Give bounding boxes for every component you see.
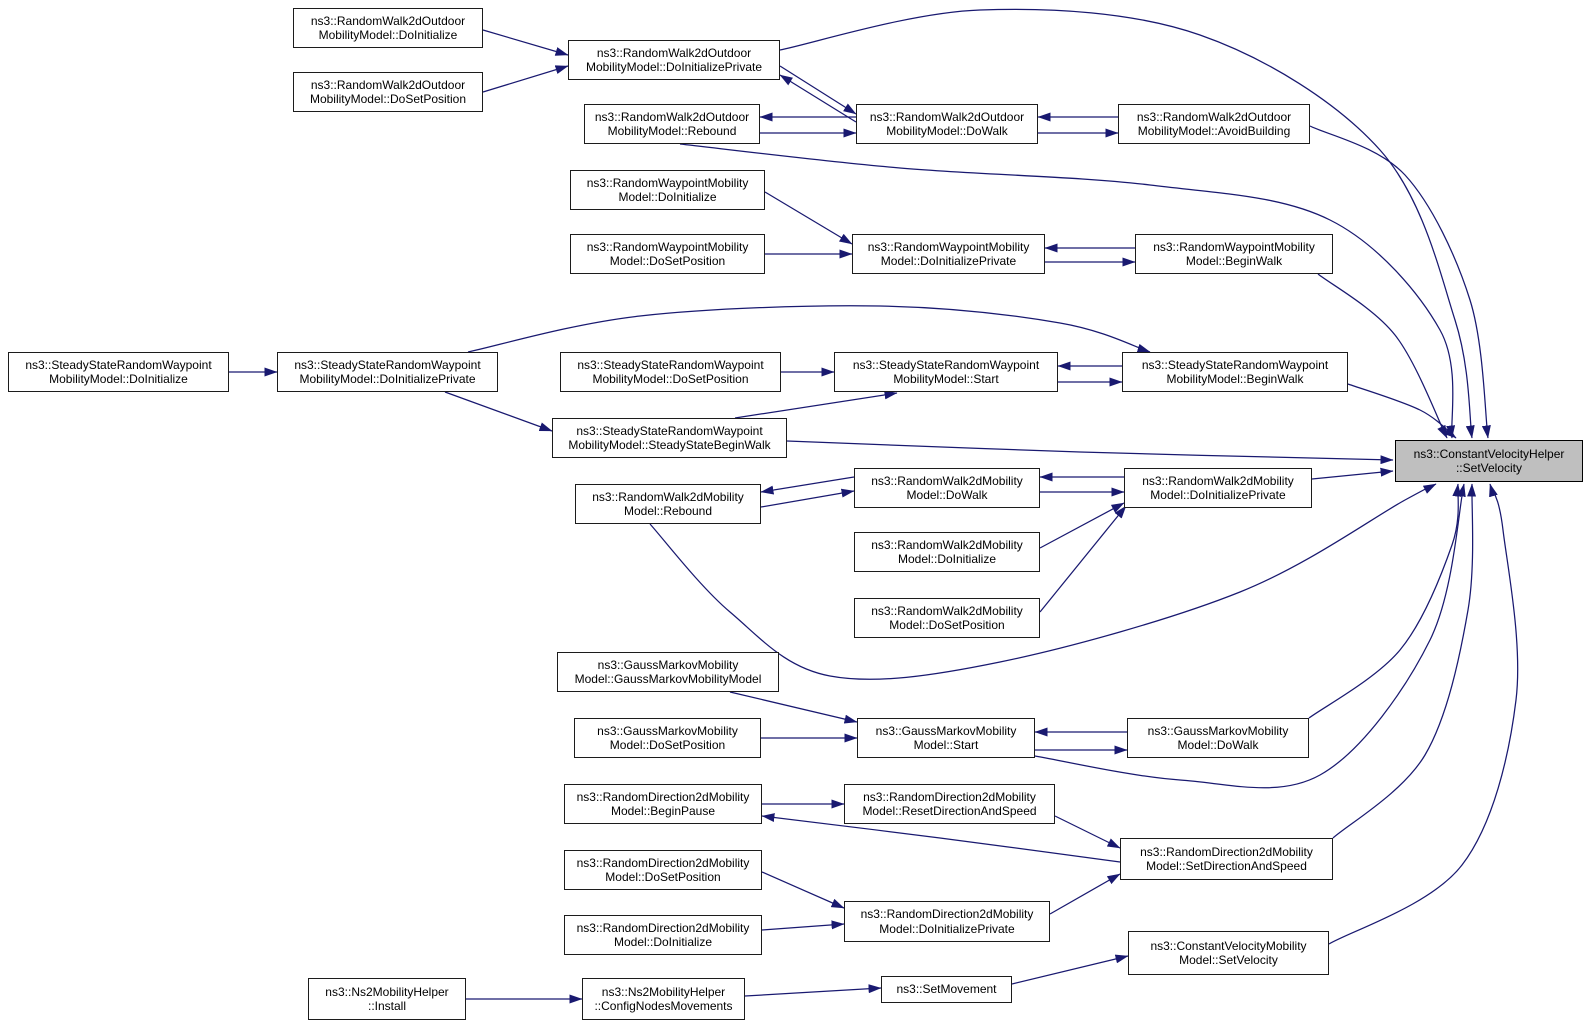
edge-d1-to-d2 [761, 491, 854, 507]
node-steadystaterandomwaypoint-doinitialize-label-line-1: MobilityModel::DoInitialize [49, 372, 188, 386]
node-randomdirection2d-resetdirectionandspeed-label-line-0: ns3::RandomDirection2dMobility [863, 789, 1036, 804]
node-steadystaterandomwaypoint-beginwalk-label-line-0: ns3::SteadyStateRandomWaypoint [1141, 357, 1329, 372]
node-randomdirection2d-beginpause-label-line-1: Model::BeginPause [610, 804, 716, 818]
node-randomdirection2d-setdirectionandspeed-label-line-0: ns3::RandomDirection2dMobility [1140, 844, 1313, 859]
edge-f5-to-f6 [762, 924, 844, 930]
node-randomwalk2d-doinitialize-label-line-0: ns3::RandomWalk2dMobility [871, 537, 1023, 552]
edge-f4-to-t [1333, 484, 1473, 838]
edge-d3-to-t [1312, 471, 1393, 479]
node-constantvelocityhelper-setvelocity [1395, 440, 1583, 482]
node-randomwalk2doutdoor-dosetposition-label-line-1: MobilityModel::DoSetPosition [309, 92, 467, 106]
node-steadystaterandomwaypoint-doinitializeprivate-label-line-1: MobilityModel::DoInitializePrivate [299, 372, 476, 386]
node-randomwaypoint-doinitialize[interactable] [570, 170, 765, 210]
node-gaussmarkov-dosetposition[interactable] [574, 718, 761, 758]
node-randomdirection2d-doinitialize[interactable] [564, 915, 762, 955]
node-randomwalk2d-rebound-label-line-1: Model::Rebound [623, 504, 713, 518]
node-randomwalk2d-dowalk-label-line-1: Model::DoWalk [906, 488, 988, 502]
node-steadystaterandomwaypoint-start-label-line-1: MobilityModel::Start [893, 372, 999, 386]
edge-f3-to-f6 [762, 872, 844, 908]
node-gaussmarkov-dowalk[interactable] [1127, 718, 1309, 758]
edge-d2-to-d1 [761, 477, 854, 492]
edge-e4-to-t [1309, 484, 1458, 718]
node-randomwalk2d-dosetposition-label-line-1: Model::DoSetPosition [889, 618, 1005, 632]
edge-g1-to-t [1329, 484, 1518, 944]
node-randomwalk2doutdoor-doinitializeprivate-label-line-0: ns3::RandomWalk2dOutdoor [596, 45, 752, 60]
node-randomwalk2doutdoor-avoidbuilding[interactable] [1118, 104, 1310, 144]
node-randomwaypoint-beginwalk-label-line-0: ns3::RandomWaypointMobility [1153, 239, 1315, 254]
node-ns2mobilityhelper-confignodesmovements[interactable] [582, 978, 745, 1020]
node-randomwalk2d-rebound-label-line-0: ns3::RandomWalk2dMobility [592, 489, 744, 504]
node-randomwalk2d-rebound[interactable] [575, 484, 761, 524]
node-ns2mobilityhelper-confignodesmovements-label-line-1: ::ConfigNodesMovements [594, 999, 733, 1013]
node-steadystaterandomwaypoint-doinitializeprivate-label-line-0: ns3::SteadyStateRandomWaypoint [294, 357, 481, 372]
edge-b1-to-b3 [765, 192, 852, 244]
edge-f2-to-f4 [1055, 816, 1120, 848]
node-randomwaypoint-doinitializeprivate-label-line-1: Model::DoInitializePrivate [880, 254, 1017, 268]
edge-a3-to-a5 [780, 66, 856, 114]
edge-d4-to-d3 [1040, 503, 1124, 548]
node-gaussmarkov-start-label-line-0: ns3::GaussMarkovMobility [875, 723, 1017, 738]
edge-d1-to-t [650, 484, 1436, 679]
node-steadystaterandomwaypoint-doinitializeprivate[interactable] [277, 352, 498, 392]
node-randomwalk2doutdoor-avoidbuilding-label-line-1: MobilityModel::AvoidBuilding [1137, 124, 1291, 138]
node-randomwalk2d-dowalk[interactable] [854, 468, 1040, 508]
node-randomwalk2d-doinitialize[interactable] [854, 532, 1040, 572]
node-randomwalk2d-dosetposition-label-line-0: ns3::RandomWalk2dMobility [871, 603, 1023, 618]
edge-a2-to-a3 [483, 66, 568, 92]
edge-c5-to-t [1348, 384, 1456, 438]
node-steadystaterandomwaypoint-doinitialize[interactable] [8, 352, 229, 392]
node-randomwaypoint-dosetposition-label-line-0: ns3::RandomWaypointMobility [586, 239, 749, 254]
node-randomwaypoint-beginwalk-label-line-1: Model::BeginWalk [1185, 254, 1283, 268]
node-randomwaypoint-dosetposition-label-line-1: Model::DoSetPosition [609, 254, 726, 268]
node-randomdirection2d-doinitializeprivate-label-line-1: Model::DoInitializePrivate [879, 921, 1015, 936]
node-randomwalk2doutdoor-doinitialize-label-line-0: ns3::RandomWalk2dOutdoor [310, 13, 466, 28]
node-steadystaterandomwaypoint-dosetposition[interactable] [560, 352, 781, 392]
node-randomwalk2d-doinitializeprivate[interactable] [1124, 468, 1312, 508]
node-randomwalk2doutdoor-doinitialize-label-line-1: MobilityModel::DoInitialize [318, 28, 458, 42]
node-randomwalk2doutdoor-avoidbuilding-label-line-0: ns3::RandomWalk2dOutdoor [1136, 109, 1292, 124]
node-randomdirection2d-setdirectionandspeed[interactable] [1120, 838, 1333, 880]
node-randomwaypoint-doinitialize-label-line-1: Model::DoInitialize [618, 190, 717, 204]
node-ns2mobilityhelper-confignodesmovements-label-line-0: ns3::Ns2MobilityHelper [601, 984, 726, 999]
node-randomdirection2d-dosetposition-label-line-0: ns3::RandomDirection2dMobility [576, 855, 750, 870]
node-randomdirection2d-beginpause[interactable] [564, 784, 762, 824]
node-ns2mobilityhelper-install[interactable] [308, 978, 466, 1020]
edge-a4-to-t [680, 144, 1453, 438]
node-randomwalk2doutdoor-doinitialize[interactable] [293, 8, 483, 48]
node-constantvelocityhelper-setvelocity-label-line-1: ::SetVelocity [1455, 461, 1523, 475]
node-randomwalk2doutdoor-rebound[interactable] [584, 104, 760, 144]
node-randomwalk2d-dosetposition[interactable] [854, 598, 1040, 638]
node-randomdirection2d-resetdirectionandspeed[interactable] [844, 784, 1055, 824]
node-gaussmarkov-dowalk-label-line-1: Model::DoWalk [1177, 738, 1259, 752]
node-randomwaypoint-doinitializeprivate-label-line-0: ns3::RandomWaypointMobility [867, 239, 1030, 254]
node-constantvelocitymobilitymodel-setvelocity[interactable] [1128, 931, 1329, 975]
edge-c2-to-c6 [445, 392, 552, 431]
node-gaussmarkov-constructor-label-line-0: ns3::GaussMarkovMobility [597, 657, 739, 672]
node-randomwalk2doutdoor-dowalk-label-line-1: MobilityModel::DoWalk [886, 124, 1008, 138]
node-randomdirection2d-dosetposition-label-line-1: Model::DoSetPosition [605, 870, 721, 884]
node-randomwalk2doutdoor-dowalk[interactable] [856, 104, 1038, 144]
node-randomdirection2d-doinitialize-label-line-1: Model::DoInitialize [613, 935, 713, 949]
node-randomwalk2doutdoor-dosetposition-label-line-0: ns3::RandomWalk2dOutdoor [310, 77, 466, 92]
edge-c6-to-c4 [735, 393, 897, 418]
node-randomwaypoint-dosetposition[interactable] [570, 234, 765, 274]
node-gaussmarkov-constructor-label-line-1: Model::GaussMarkovMobilityModel [574, 672, 762, 686]
node-randomdirection2d-setdirectionandspeed-label-line-1: Model::SetDirectionAndSpeed [1146, 859, 1307, 873]
edge-f6-to-f4 [1050, 874, 1120, 914]
edge-a5-to-a3 [780, 75, 856, 122]
node-setmovement[interactable] [881, 976, 1012, 1003]
node-gaussmarkov-start[interactable] [857, 718, 1035, 758]
node-randomwalk2d-doinitializeprivate-label-line-0: ns3::RandomWalk2dMobility [1142, 473, 1294, 488]
node-gaussmarkov-dowalk-label-line-0: ns3::GaussMarkovMobility [1147, 723, 1289, 738]
node-randomwalk2doutdoor-rebound-label-line-1: MobilityModel::Rebound [607, 124, 737, 138]
node-steadystaterandomwaypoint-beginwalk-label-line-1: MobilityModel::BeginWalk [1166, 372, 1304, 386]
edge-c2-to-c5 [468, 306, 1150, 352]
node-randomwalk2d-doinitialize-label-line-1: Model::DoInitialize [897, 552, 997, 566]
node-randomdirection2d-resetdirectionandspeed-label-line-1: Model::ResetDirectionAndSpeed [862, 804, 1037, 818]
node-constantvelocitymobilitymodel-setvelocity-label-line-1: Model::SetVelocity [1179, 953, 1278, 967]
node-randomdirection2d-doinitialize-label-line-0: ns3::RandomDirection2dMobility [576, 920, 750, 935]
node-steadystaterandomwaypoint-dosetposition-label-line-1: MobilityModel::DoSetPosition [592, 372, 749, 386]
node-randomwalk2d-dowalk-label-line-0: ns3::RandomWalk2dMobility [871, 473, 1023, 488]
node-setmovement-label-line-0: ns3::SetMovement [896, 982, 997, 997]
node-gaussmarkov-constructor[interactable] [557, 652, 779, 692]
node-ns2mobilityhelper-install-label-line-1: ::Install [367, 999, 406, 1013]
node-steadystaterandomwaypoint-steadystatebeginwalk-label-line-0: ns3::SteadyStateRandomWaypoint [576, 423, 763, 438]
node-gaussmarkov-dosetposition-label-line-1: Model::DoSetPosition [609, 738, 726, 752]
node-constantvelocitymobilitymodel-setvelocity-label-line-0: ns3::ConstantVelocityMobility [1150, 938, 1307, 953]
node-steadystaterandomwaypoint-steadystatebeginwalk-label-line-1: MobilityModel::SteadyStateBeginWalk [568, 438, 771, 452]
node-randomdirection2d-doinitializeprivate[interactable] [844, 901, 1050, 942]
node-randomwaypoint-beginwalk[interactable] [1135, 234, 1333, 274]
node-randomdirection2d-dosetposition[interactable] [564, 850, 762, 890]
node-constantvelocityhelper-setvelocity-label-line-0: ns3::ConstantVelocityHelper [1413, 446, 1565, 461]
node-steadystaterandomwaypoint-start[interactable] [834, 352, 1058, 392]
node-gaussmarkov-start-label-line-1: Model::Start [913, 738, 979, 752]
node-steadystaterandomwaypoint-start-label-line-0: ns3::SteadyStateRandomWaypoint [852, 357, 1040, 372]
node-randomdirection2d-doinitializeprivate-label-line-0: ns3::RandomDirection2dMobility [860, 907, 1034, 921]
node-randomwalk2doutdoor-dosetposition[interactable] [293, 72, 483, 112]
node-randomwalk2doutdoor-rebound-label-line-0: ns3::RandomWalk2dOutdoor [594, 109, 750, 124]
edge-d5-to-d3 [1040, 506, 1126, 612]
node-steadystaterandomwaypoint-dosetposition-label-line-0: ns3::SteadyStateRandomWaypoint [577, 357, 764, 372]
node-gaussmarkov-dosetposition-label-line-0: ns3::GaussMarkovMobility [597, 723, 738, 738]
edge-g4-to-g1 [1012, 956, 1128, 984]
edge-a1-to-a3 [483, 30, 568, 55]
node-randomwaypoint-doinitializeprivate[interactable] [852, 234, 1045, 274]
node-randomdirection2d-beginpause-label-line-0: ns3::RandomDirection2dMobility [576, 789, 750, 804]
edge-g3-to-g4 [745, 988, 881, 996]
node-ns2mobilityhelper-install-label-line-0: ns3::Ns2MobilityHelper [325, 984, 449, 999]
node-randomwalk2doutdoor-doinitializeprivate-label-line-1: MobilityModel::DoInitializePrivate [585, 60, 763, 74]
node-steadystaterandomwaypoint-steadystatebeginwalk[interactable] [552, 418, 787, 458]
node-steadystaterandomwaypoint-doinitialize-label-line-0: ns3::SteadyStateRandomWaypoint [25, 357, 212, 372]
edge-c6-to-t [787, 441, 1393, 460]
node-randomwalk2doutdoor-dowalk-label-line-0: ns3::RandomWalk2dOutdoor [869, 109, 1025, 124]
node-randomwaypoint-doinitialize-label-line-0: ns3::RandomWaypointMobility [586, 175, 749, 190]
node-steadystaterandomwaypoint-beginwalk[interactable] [1122, 352, 1348, 392]
node-randomwalk2d-doinitializeprivate-label-line-1: Model::DoInitializePrivate [1150, 488, 1286, 502]
node-randomwalk2doutdoor-doinitializeprivate[interactable] [568, 40, 780, 80]
